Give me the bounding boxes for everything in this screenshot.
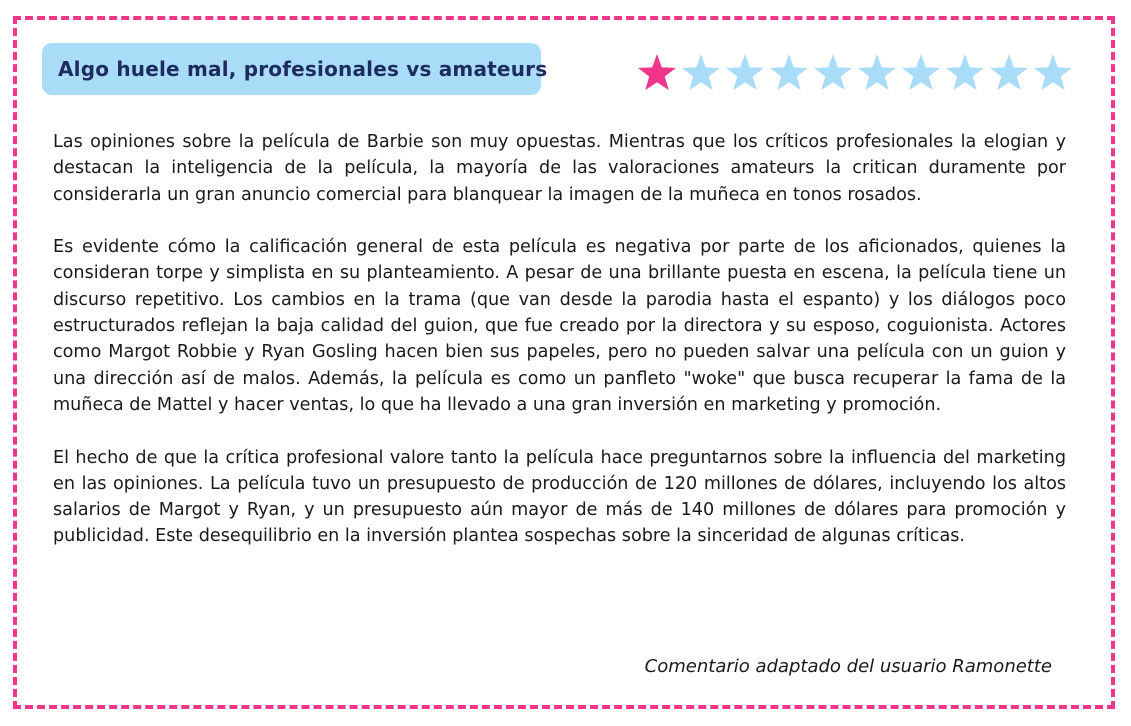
empty-star-icon [1032,52,1074,94]
empty-star-icon [988,52,1030,94]
empty-star-icon [812,52,854,94]
review-paragraph-2: Es evidente cómo la calificación general de esta película es negativa por parte de los aficionados, quienes la consideran torpe y simplista en su planteamiento. A pesar de una brillante puesta en escena, la película tiene un discurso repetitivo. Los cambios en la trama (que van desde la parodia hasta el espanto) y los diálogos poco estructurados reflejan la baja calidad del guion, que fue creado por la directora y su esposo, coguionista. Actores como Margot Robbie y Ryan Gosling hacen bien sus papeles, pero no pueden salvar una película con un guion y una dirección así de malos. Además, la película es como un panfleto "woke" que busca recuperar la fama de la muñeca de Mattel y hacer ventas, lo que ha llevado a una gran inversión en marketing y promoción. [53,237,1066,415]
star-rating [636,51,1074,95]
empty-star-icon [680,52,722,94]
review-body [53,129,1066,550]
empty-star-icon [724,52,766,94]
empty-star-icon [900,52,942,94]
review-title-banner [42,43,548,95]
review-paragraph-3: El hecho de que la crítica profesional valore tanto la película hace preguntarnos sobre la influencia del marketing en las opiniones. La película tuvo un presupuesto de producción de 120 millones de dólares, incluyendo los altos salarios de Margot y Ryan, y un presupuesto aún mayor de más de 140 millones de dólares para promoción y publicidad. Este desequilibrio en la inversión plantea sospechas sobre la sinceridad de algunas críticas. [53,447,1066,547]
empty-star-icon [768,52,810,94]
review-title: Algo huele mal, profesionales vs amateurs [58,57,548,81]
empty-star-icon [856,52,898,94]
review-attribution: Comentario adaptado del usuario Ramonette [644,656,1052,677]
empty-star-icon [944,52,986,94]
filled-star-icon [636,52,678,94]
review-paragraph-1: Las opiniones sobre la película de Barbie son muy opuestas. Mientras que los críticos profesionales la elogian y destacan la inteligencia de la película, la mayoría de las valoraciones amateurs la critican duramente por considerarla un gran anuncio comercial para blanquear la imagen de la muñeca en tonos rosados. [53,132,1066,205]
